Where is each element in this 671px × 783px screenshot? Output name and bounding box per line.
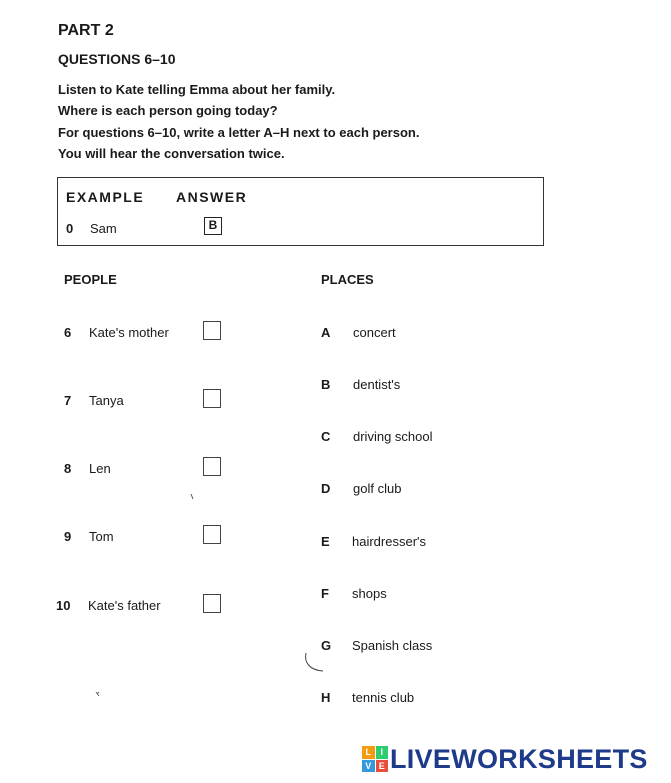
instruction-line: For questions 6–10, write a letter A–H next to each person. xyxy=(58,125,420,140)
questions-heading: QUESTIONS 6–10 xyxy=(58,51,176,67)
person-name: Tom xyxy=(89,529,114,544)
answer-box-10[interactable] xyxy=(203,594,221,613)
answer-box-9[interactable] xyxy=(203,525,221,544)
example-answer-box: B xyxy=(204,217,222,235)
person-name: Len xyxy=(89,461,111,476)
people-heading: PEOPLE xyxy=(64,272,117,287)
place-name: concert xyxy=(353,325,396,340)
instruction-line: You will hear the conversation twice. xyxy=(58,146,285,161)
example-box xyxy=(57,177,544,246)
place-letter: G xyxy=(321,638,332,653)
place-letter: C xyxy=(321,429,331,444)
place-letter: E xyxy=(321,534,330,549)
place-name: dentist's xyxy=(353,377,401,392)
question-number: 9 xyxy=(64,529,72,544)
place-name: driving school xyxy=(353,429,433,444)
example-number: 0 xyxy=(66,221,74,236)
answer-label: ANSWER xyxy=(176,189,248,205)
question-number: 8 xyxy=(64,461,72,476)
place-letter: D xyxy=(321,481,331,496)
liveworksheets-logo xyxy=(362,744,648,774)
logo-mark-icon: L I V E xyxy=(362,746,388,772)
place-letter: B xyxy=(321,377,331,392)
place-letter: F xyxy=(321,586,329,601)
scan-speck xyxy=(190,493,196,501)
example-name: Sam xyxy=(90,221,117,236)
answer-box-8[interactable] xyxy=(203,457,221,476)
instruction-line: Where is each person going today? xyxy=(58,103,278,118)
question-number: 10 xyxy=(56,598,71,613)
instruction-line: Listen to Kate telling Emma about her family. xyxy=(58,82,336,97)
places-heading: PLACES xyxy=(321,272,374,287)
example-label: EXAMPLE xyxy=(66,189,145,205)
part-title: PART 2 xyxy=(58,22,114,39)
place-letter: H xyxy=(321,690,331,705)
question-number: 6 xyxy=(64,325,72,340)
place-name: Spanish class xyxy=(352,638,433,653)
answer-box-6[interactable] xyxy=(203,321,221,340)
place-letter: A xyxy=(321,325,331,340)
place-name: golf club xyxy=(353,481,402,496)
place-name: tennis club xyxy=(352,690,415,705)
question-number: 7 xyxy=(64,393,72,408)
place-name: hairdresser's xyxy=(352,534,427,549)
person-name: Kate's father xyxy=(88,598,161,613)
scan-speck xyxy=(94,690,102,698)
person-name: Tanya xyxy=(89,393,124,408)
place-name: shops xyxy=(352,586,387,601)
person-name: Kate's mother xyxy=(89,325,169,340)
scan-curve-mark xyxy=(303,652,325,674)
logo-text: LIVEWORKSHEETS xyxy=(390,743,648,774)
answer-box-7[interactable] xyxy=(203,389,221,408)
